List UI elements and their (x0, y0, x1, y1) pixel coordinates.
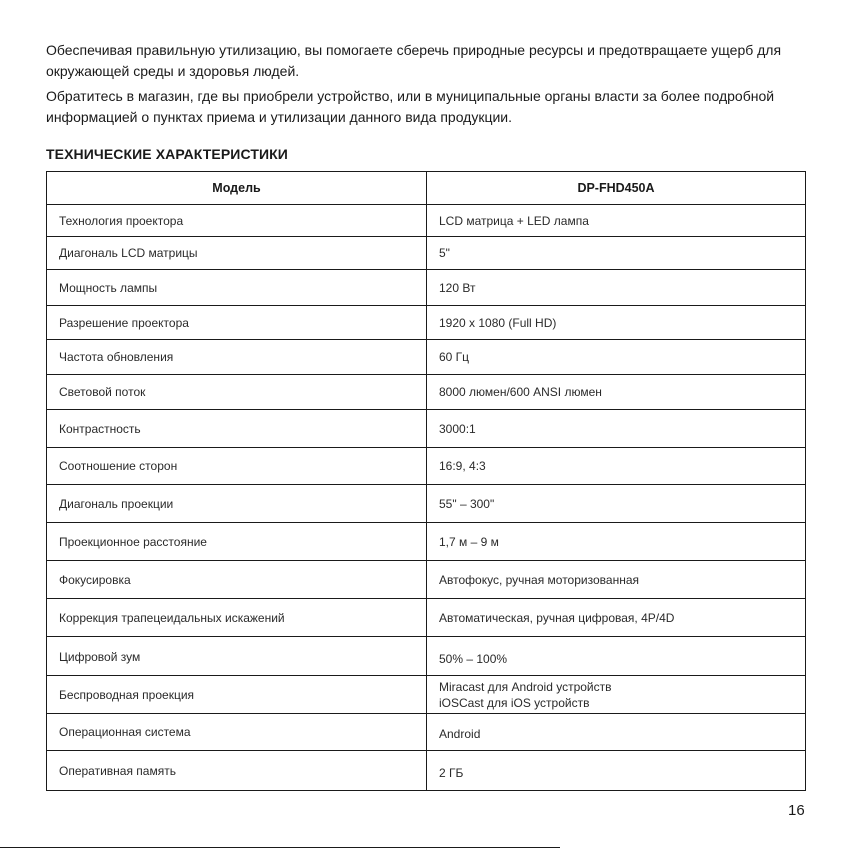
spec-label: Частота обновления (47, 340, 427, 375)
table-row (47, 340, 806, 375)
table-row (47, 637, 806, 676)
spec-value: 120 Вт (427, 270, 806, 306)
spec-label: Проекционное расстояние (47, 523, 427, 561)
spec-value: 1,7 м – 9 м (427, 523, 806, 561)
spec-value: 55" – 300" (427, 485, 806, 523)
spec-value: 50% – 100% (427, 637, 806, 676)
table-row (47, 205, 806, 237)
spec-label: Фокусировка (47, 561, 427, 599)
spec-value: 60 Гц (427, 340, 806, 375)
spec-value: 2 ГБ (427, 751, 806, 791)
spec-label: Оперативная память (47, 751, 427, 791)
spec-value (427, 676, 806, 714)
spec-label: Цифровой зум (47, 637, 427, 676)
table-header-row (47, 172, 806, 205)
spec-value: 8000 люмен/600 ANSI люмен (427, 375, 806, 410)
intro-text (46, 40, 786, 132)
table-row (47, 448, 806, 485)
spec-label: Контрастность (47, 410, 427, 448)
intro-paragraph-1: Обеспечивая правильную утилизацию, вы помогаете сберечь природные ресурсы и предотвращаете ущерб для окружающей среды и здоровья людей. (46, 42, 782, 79)
table-row (47, 410, 806, 448)
table-row (47, 751, 806, 791)
specs-table (46, 171, 806, 791)
spec-label: Диагональ LCD матрицы (47, 237, 427, 270)
spec-value: Автофокус, ручная моторизованная (427, 561, 806, 599)
table-row (47, 714, 806, 751)
table-row (47, 485, 806, 523)
spec-value: 1920 x 1080 (Full HD) (427, 306, 806, 340)
page-number: 16 (788, 802, 805, 819)
table-row (47, 523, 806, 561)
table-row (47, 375, 806, 410)
header-label-cell: Модель (47, 172, 427, 205)
section-title: ТЕХНИЧЕСКИЕ ХАРАКТЕРИСТИКИ (46, 146, 288, 162)
spec-label: Разрешение проектора (47, 306, 427, 340)
header-model-cell: DP-FHD450A (427, 172, 806, 205)
intro-paragraph-2: Обратитесь в магазин, где вы приобрели устройство, или в муниципальные органы власти за более подробной информацией о пунктах приема и утилизации данного вида продукции. (46, 88, 775, 125)
spec-value: Android (427, 714, 806, 751)
table-row (47, 676, 806, 714)
spec-value: LCD матрица + LED лампа (427, 205, 806, 237)
spec-label: Мощность лампы (47, 270, 427, 306)
spec-value: Автоматическая, ручная цифровая, 4P/4D (427, 599, 806, 637)
spec-value: 16:9, 4:3 (427, 448, 806, 485)
spec-label: Технология проектора (47, 205, 427, 237)
spec-label: Беспроводная проекция (47, 676, 427, 714)
spec-value-line: iOSCast для iOS устройств (439, 695, 590, 710)
table-row (47, 270, 806, 306)
spec-label: Коррекция трапецеидальных искажений (47, 599, 427, 637)
spec-value: 5" (427, 237, 806, 270)
table-row (47, 237, 806, 270)
spec-label: Диагональ проекции (47, 485, 427, 523)
footer-divider (0, 847, 560, 848)
spec-label: Соотношение сторон (47, 448, 427, 485)
spec-value-line: Miracast для Android устройств (439, 679, 612, 694)
table-row (47, 561, 806, 599)
spec-value: 3000:1 (427, 410, 806, 448)
table-row (47, 306, 806, 340)
table-row (47, 599, 806, 637)
spec-label: Операционная система (47, 714, 427, 751)
spec-label: Световой поток (47, 375, 427, 410)
